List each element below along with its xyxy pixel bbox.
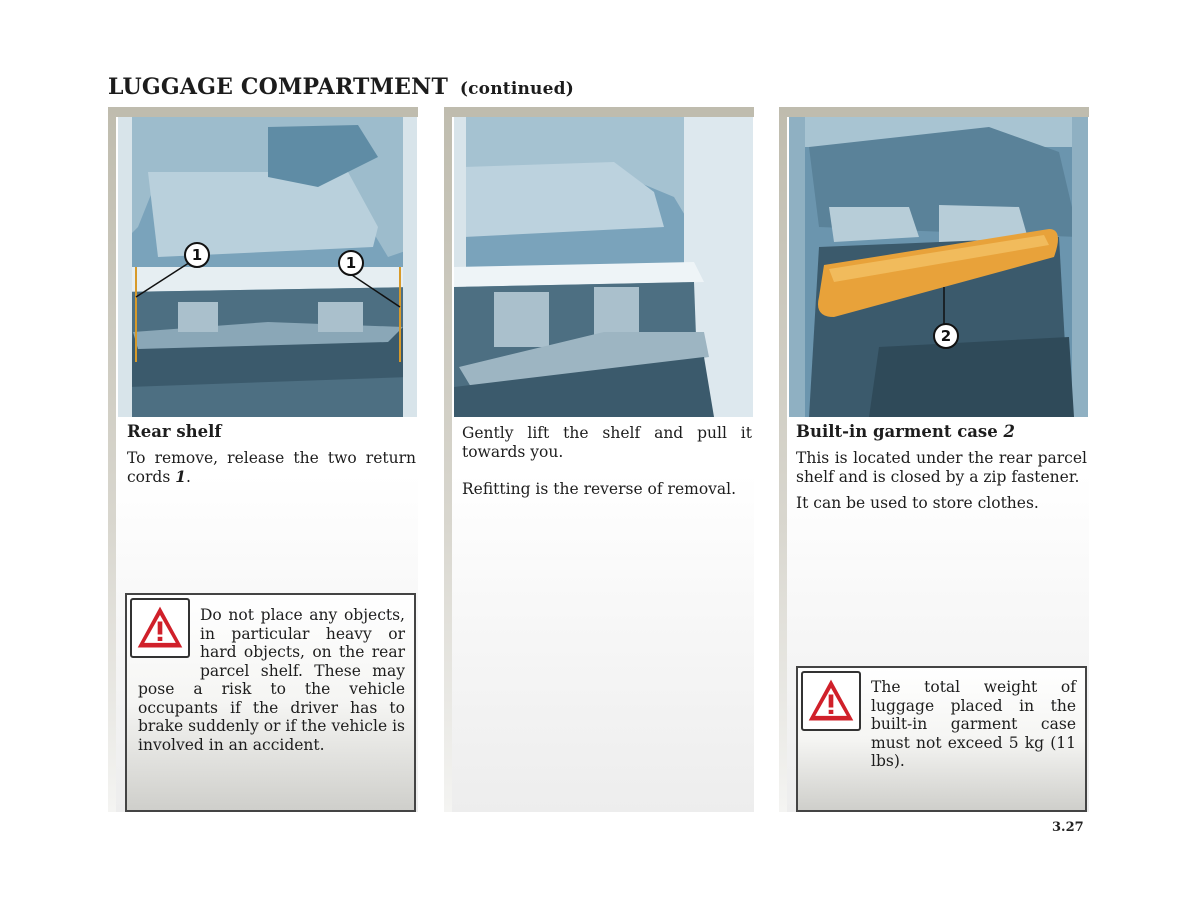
warning-box-shelf (125, 593, 416, 812)
rear-shelf-instructions: To remove, release the two return cords 1. (127, 449, 416, 486)
title-continued: (continued) (459, 79, 574, 99)
reference-2: 2 (1003, 422, 1015, 441)
title-main: LUGGAGE COMPARTMENT (108, 74, 449, 100)
column-lift-shelf (444, 107, 754, 812)
column-rear-shelf (108, 107, 418, 812)
reference-1: 1 (175, 466, 187, 486)
warning-text-garment-case: The total weight of luggage placed in the built-in garment case must not exceed 5 kg (11 lbs). (871, 678, 1076, 770)
warning-text-shelf: Do not place any objects, in particular heavy or hard objects, on the rear parcel shelf. These may (200, 606, 405, 680)
refitting-note: Refitting is the reverse of removal. (462, 480, 737, 498)
column-garment-case (779, 107, 1089, 812)
photo-rear-shelf-cords (118, 117, 417, 417)
warning-box-garment-case (796, 666, 1087, 812)
warning-text-shelf-continued: pose a risk to the vehicle occupants if the driver has to brake suddenly or if the vehicle is involved in an accident. (138, 680, 405, 754)
photo-garment-case (789, 117, 1088, 417)
warning-triangle-icon (130, 598, 190, 658)
photo-lift-shelf (454, 117, 753, 417)
garment-case-location: This is located under the rear parcel shelf and is closed by a zip fastener. (796, 449, 1087, 486)
lift-shelf-instructions: Gently lift the shelf and pull it towards you. (462, 424, 752, 461)
garment-case-usage: It can be used to store clothes. (796, 494, 1039, 512)
callout-1-left: 1 (184, 242, 210, 268)
page-number: 3.27 (1052, 820, 1084, 835)
callout-2: 2 (933, 323, 959, 349)
section-heading-garment-case: Built-in garment case 2 (796, 422, 1015, 441)
page-title (108, 74, 574, 100)
callout-1-right: 1 (338, 250, 364, 276)
section-heading-rear-shelf: Rear shelf (127, 422, 222, 441)
warning-triangle-icon (801, 671, 861, 731)
